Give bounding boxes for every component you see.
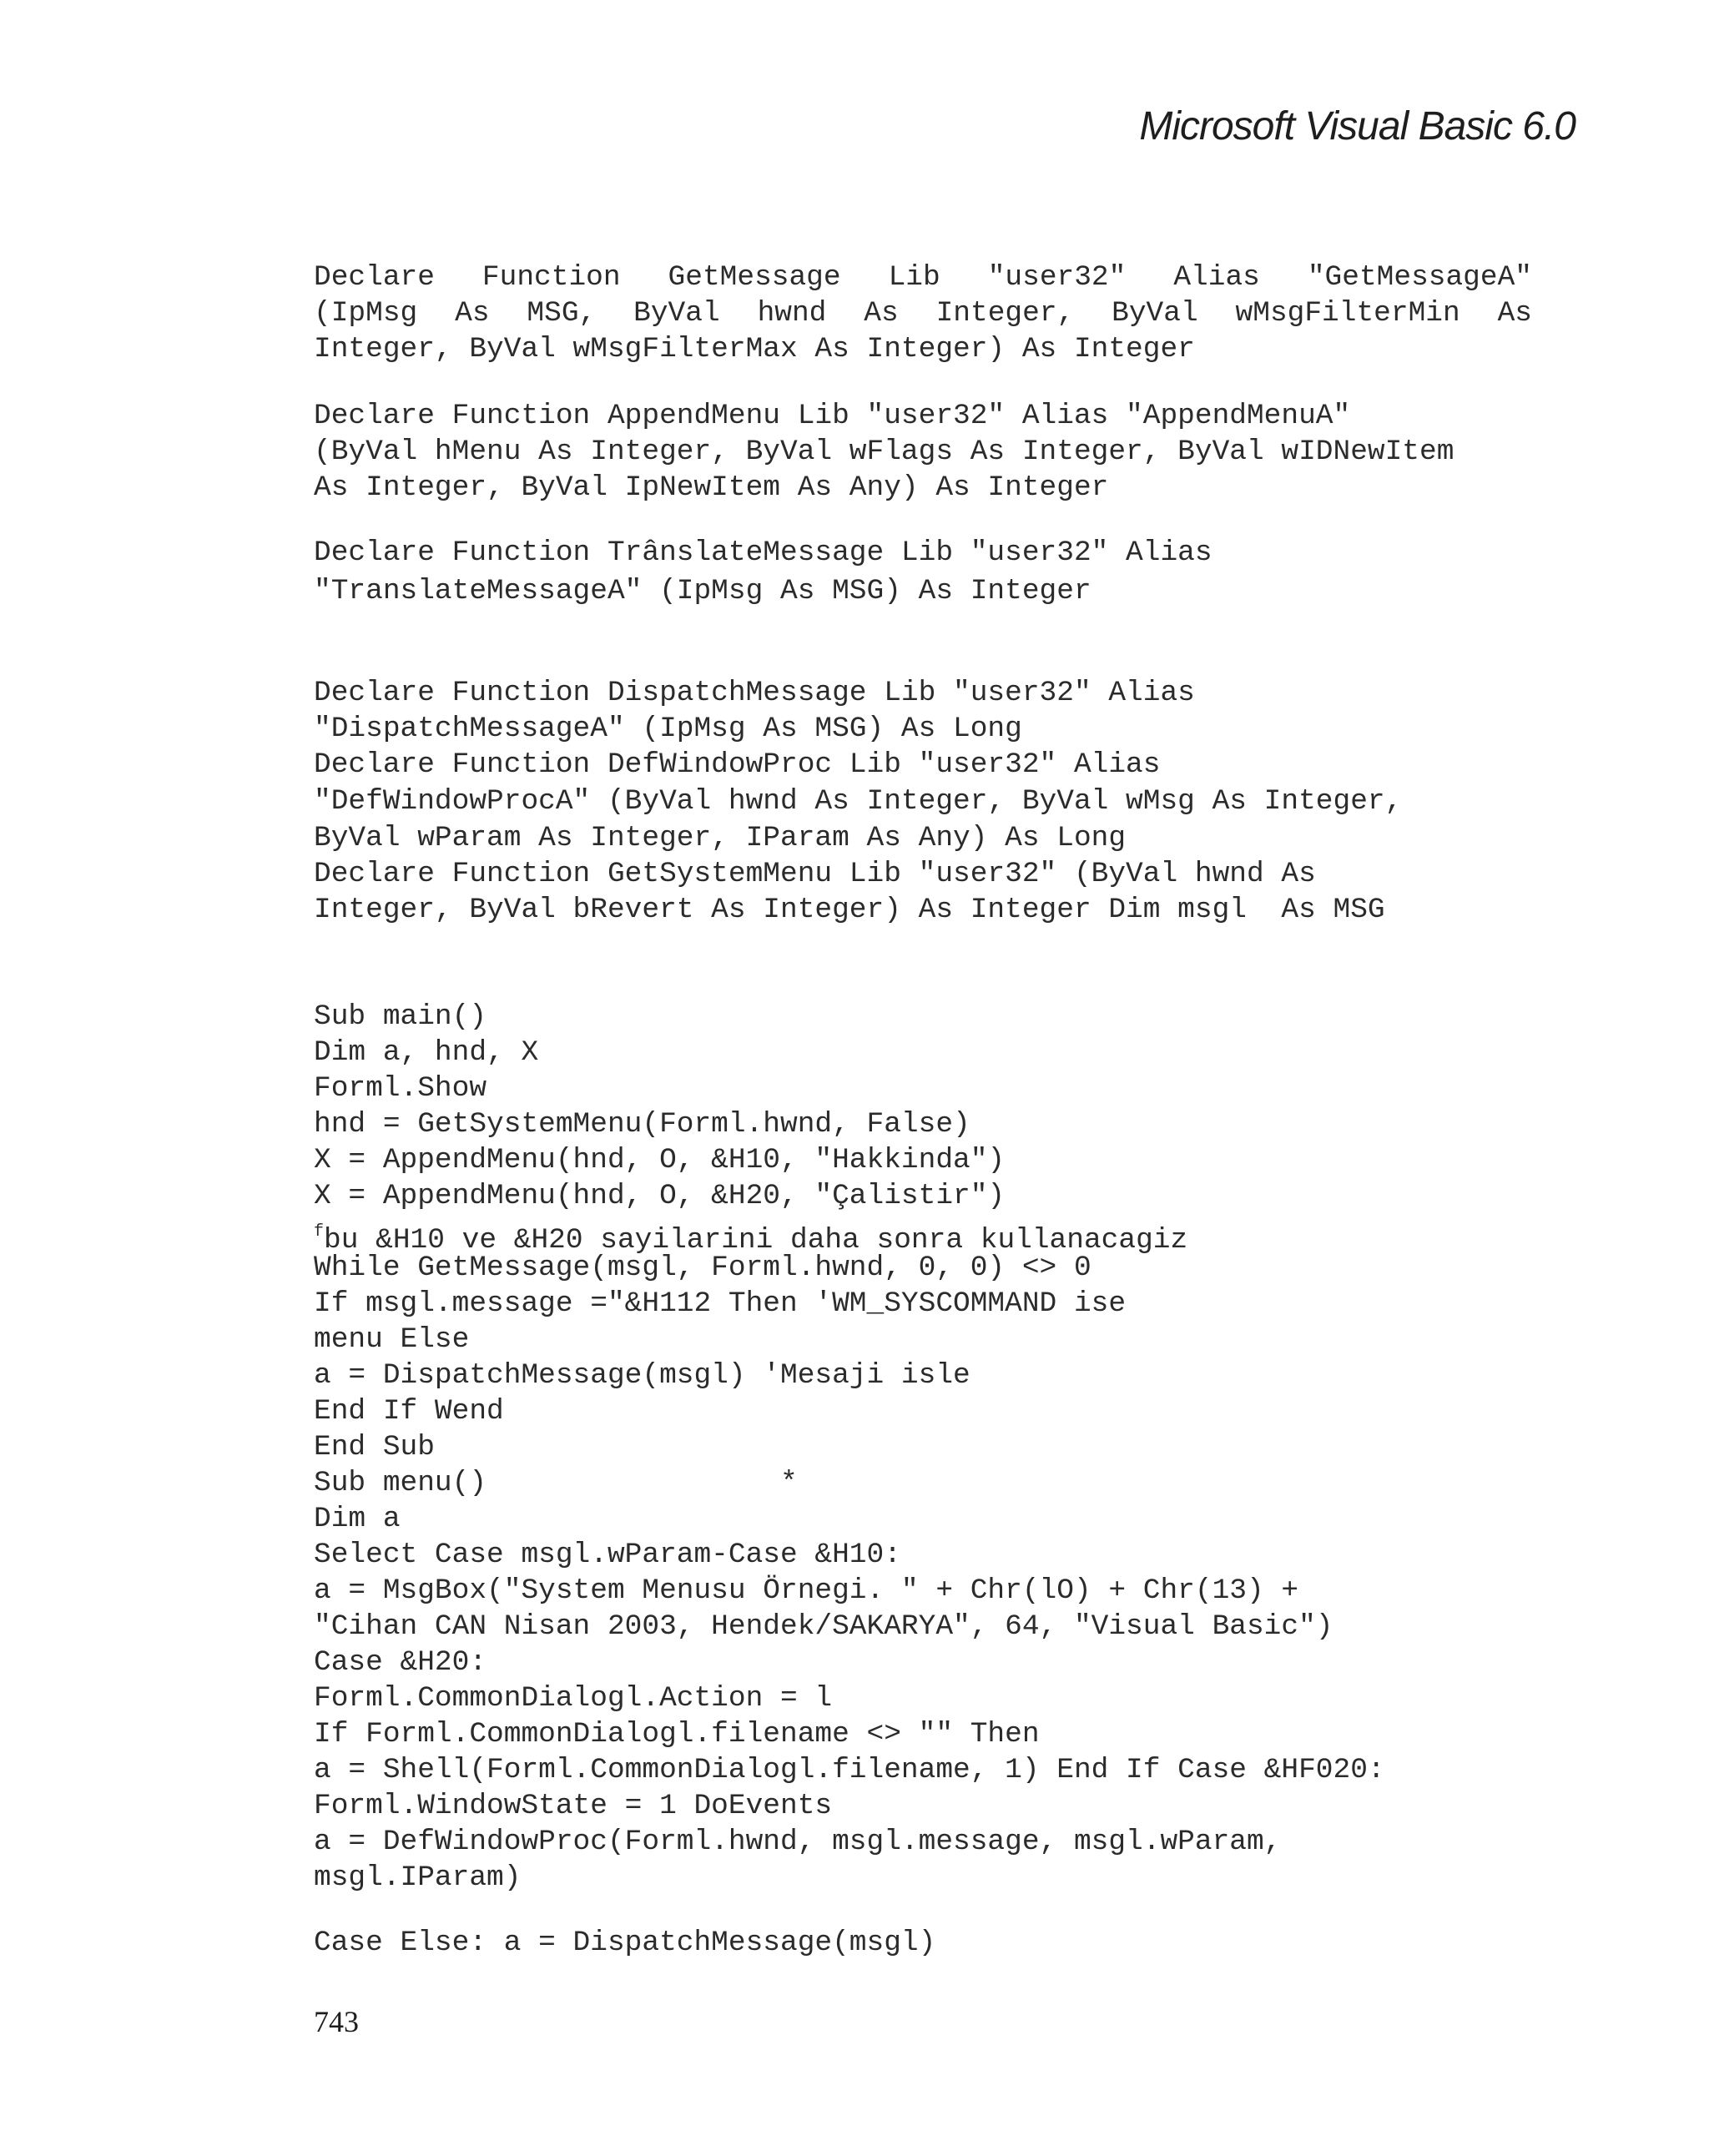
code-line: Integer, ByVal bRevert As Integer) As Integer Dim msgl As MSG — [314, 894, 1385, 926]
code-line: "Cihan CAN Nisan 2003, Hendek/SAKARYA", 64, "Visual Basic") — [314, 1610, 1333, 1643]
code-line: Integer, ByVal wMsgFilterMax As Integer) As Integer — [314, 333, 1195, 365]
code-line: Case &H20: — [314, 1646, 487, 1679]
code-line: a = DispatchMessage(msgl) 'Mesaji isle — [314, 1359, 970, 1392]
code-line: ByVal wParam As Integer, IParam As Any) As Long — [314, 822, 1127, 854]
code-line: menu Else — [314, 1323, 470, 1356]
code-line: hnd = GetSystemMenu(Forml.hwnd, False) — [314, 1108, 970, 1141]
comment-text: bu &H10 ve &H20 sayilarini daha sonra kullanacagiz — [324, 1224, 1188, 1257]
code-line: Declare Function GetSystemMenu Lib "user32" (ByVal hwnd As — [314, 858, 1316, 890]
code-line: If msgl.message ="&H112 Then 'WM_SYSCOMMAND ise — [314, 1287, 1127, 1320]
code-line: Sub main() — [314, 1000, 487, 1033]
code-line: a = DefWindowProc(Forml.hwnd, msgl.message, msgl.wParam, — [314, 1826, 1282, 1858]
code-line: X = AppendMenu(hnd, O, &H20, "Çalistir") — [314, 1180, 1006, 1212]
page-header-title: Microsoft Visual Basic 6.0 — [1139, 104, 1575, 149]
code-line: Case Else: a = DispatchMessage(msgl) — [314, 1927, 936, 1959]
code-line: msgl.IParam) — [314, 1861, 522, 1894]
code-line: (ByVal hMenu As Integer, ByVal wFlags As Integer, ByVal wIDNewItem — [314, 436, 1454, 468]
code-line: Select Case msgl.wParam-Case &H10: — [314, 1539, 901, 1571]
code-line: As Integer, ByVal IpNewItem As Any) As Integer — [314, 471, 1109, 504]
code-line: If Forml.CommonDialogl.filename <> "" Then — [314, 1718, 1040, 1750]
code-line: (IpMsg As MSG, ByVal hwnd As Integer, ByVal wMsgFilterMin As — [314, 297, 1532, 330]
code-line: a = MsgBox("System Menusu Örnegi. " + Chr(lO) + Chr(13) + — [314, 1574, 1299, 1607]
code-line: "TranslateMessageA" (IpMsg As MSG) As Integer — [314, 575, 1091, 607]
code-line: End Sub — [314, 1431, 435, 1463]
code-line: "DefWindowProcA" (ByVal hwnd As Integer, ByVal wMsg As Integer, — [314, 785, 1403, 818]
code-line: "DispatchMessageA" (IpMsg As MSG) As Long — [314, 713, 1022, 745]
code-line: Declare Function DefWindowProc Lib "user32" Alias — [314, 748, 1161, 781]
code-line: End If Wend — [314, 1395, 504, 1428]
code-line: Forml.Show — [314, 1072, 487, 1105]
code-line: a = Shell(Forml.CommonDialogl.filename, 1) End If Case &HF020: — [314, 1754, 1385, 1786]
code-line: Declare Function DispatchMessage Lib "user32" Alias — [314, 677, 1195, 709]
code-line: While GetMessage(msgl, Forml.hwnd, 0, 0) <> 0 — [314, 1252, 1091, 1284]
code-line: Forml.CommonDialogl.Action = l — [314, 1682, 833, 1715]
code-line: Forml.WindowState = 1 DoEvents — [314, 1790, 833, 1822]
code-line: Declare Function GetMessage Lib "user32" Alias "GetMessageA" — [314, 261, 1532, 294]
code-line: Sub menu() * — [314, 1467, 798, 1499]
code-line: Declare Function TrânslateMessage Lib "user32" Alias — [314, 536, 1212, 569]
code-line: Declare Function AppendMenu Lib "user32" Alias "AppendMenuA" — [314, 400, 1351, 432]
code-line: Dim a, hnd, X — [314, 1036, 539, 1069]
comment-marker: f — [314, 1222, 325, 1242]
page-number: 743 — [314, 2005, 359, 2038]
code-line: Dim a — [314, 1503, 401, 1535]
code-line: X = AppendMenu(hnd, O, &H10, "Hakkinda") — [314, 1144, 1006, 1176]
